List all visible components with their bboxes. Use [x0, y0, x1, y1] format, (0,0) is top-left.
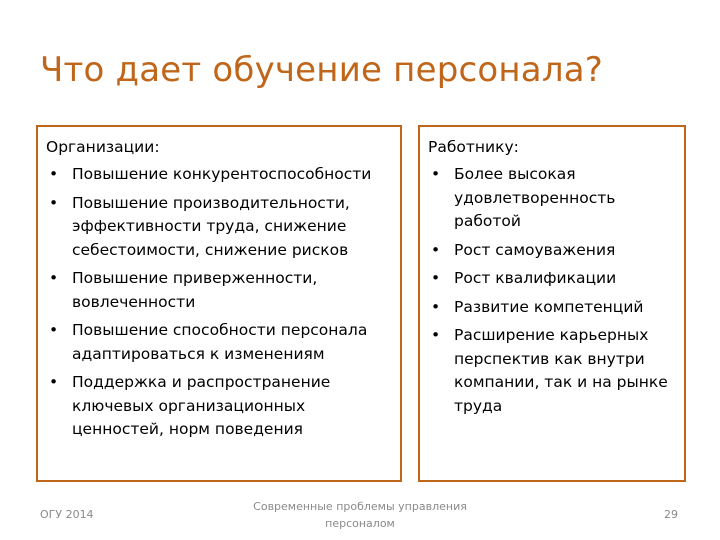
employee-panel [418, 125, 686, 482]
employee-list [428, 163, 676, 418]
item-line: удовлетворенность [454, 188, 616, 207]
list-item [428, 163, 676, 234]
employee-heading: Работнику: [428, 138, 519, 156]
list-item [46, 267, 392, 314]
item-line: • Повышение производительности, [72, 193, 350, 212]
item-line: работой [454, 212, 521, 230]
item-line: • Поддержка и распространение [72, 373, 331, 391]
item-line: • Более высокая [454, 165, 576, 183]
footer-organization: ОГУ 2014 [40, 508, 94, 521]
organization-panel [36, 125, 402, 482]
item-line: • Повышение приверженности, [72, 269, 318, 287]
item-line: компании, так и на рынке [454, 373, 668, 391]
item-line: • Рост самоуважения [454, 240, 616, 259]
list-item [428, 267, 676, 291]
item-line: адаптироваться к изменениям [72, 344, 325, 363]
item-line: • Развитие компетенций [454, 297, 644, 316]
item-line: труда [454, 396, 503, 415]
list-item [428, 296, 676, 320]
item-line: • Повышение способности персонала [72, 321, 368, 339]
list-item [46, 163, 392, 187]
item-line: вовлеченности [72, 292, 196, 311]
footer-course-line: Современные проблемы управления [253, 500, 467, 513]
item-line: ценностей, норм поведения [72, 420, 304, 438]
list-item [46, 371, 392, 442]
organization-list [46, 163, 392, 442]
item-line: перспектив как внутри [454, 349, 645, 368]
list-item [46, 192, 392, 263]
item-line: эффективности труда, снижение [72, 217, 347, 235]
list-item [428, 324, 676, 418]
slide-title: Что дает обучение персонала? [40, 50, 604, 90]
item-line: ключевых организационных [72, 396, 306, 415]
list-item [46, 319, 392, 366]
footer-course-title [250, 498, 470, 532]
list-item [428, 239, 676, 263]
organization-heading: Организации: [46, 138, 160, 156]
item-line: • Рост квалификации [454, 269, 617, 287]
item-line: себестоимости, снижение рисков [72, 240, 349, 259]
item-line: • Повышение конкурентоспособности [72, 165, 372, 183]
page-number: 29 [664, 508, 678, 521]
footer-course-line: персоналом [325, 517, 395, 530]
item-line: • Расширение карьерных [454, 326, 649, 344]
